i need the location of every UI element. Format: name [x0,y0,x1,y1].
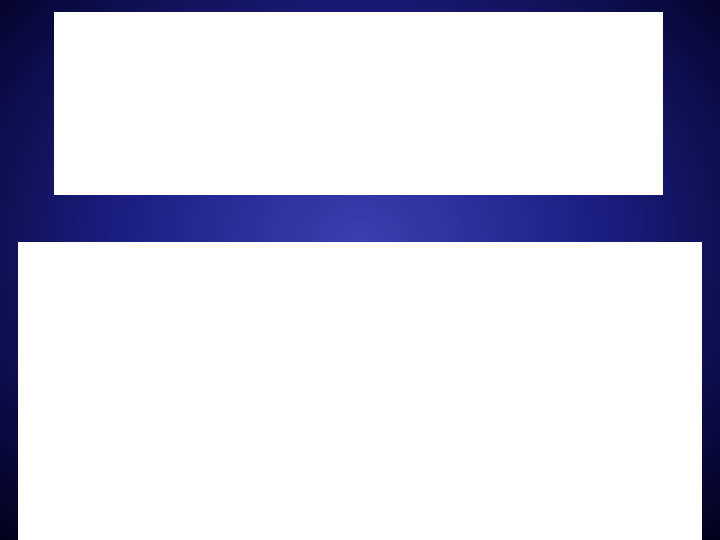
top-ecg-panel [54,12,663,195]
bottom-ecg-panel [18,242,702,540]
bottom-ecg-traces [18,242,702,540]
top-ecg-traces [54,12,663,195]
